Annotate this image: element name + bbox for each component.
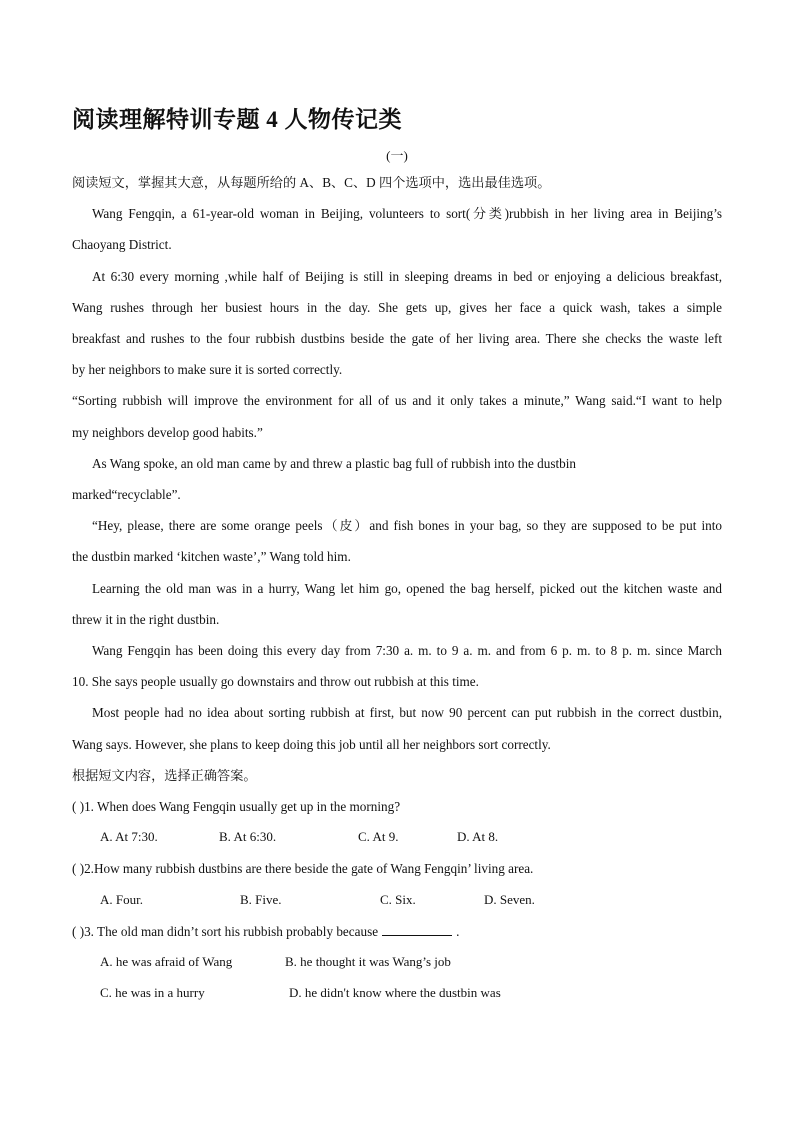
passage-line: Wang Fengqin has been doing this every day from 7:30 a. m. to 9 a. m. and from 6 p. m. to 8 p. m. since March [92,643,722,658]
question-3-stem-text: ( )3. The old man didn’t sort his rubbish probably because [72,924,379,939]
passage-line: by her neighbors to make sure it is sorted correctly. [72,362,343,377]
question-3-stem-end: . [456,924,460,939]
question-2-option-a[interactable]: A. Four. [100,892,143,907]
question-1-stem: ( )1. When does Wang Fengqin usually get up in the morning? [72,799,401,814]
question-3-option-c[interactable]: C. he was in a hurry [100,985,205,1000]
question-2-stem: ( )2.How many rubbish dustbins are there beside the gate of Wang Fengqin’ living area. [72,861,534,876]
question-3-option-b[interactable]: B. he thought it was Wang’s job [285,954,451,969]
instructions: 阅读短文，掌握其大意，从每题所给的 A、B、C、D 四个选项中，选出最佳选项。 [72,175,551,190]
section-number: (一) [386,148,408,163]
passage-line: 10. She says people usually go downstairs and throw out rubbish at this time. [72,674,479,689]
question-3-option-d[interactable]: D. he didn't know where the dustbin was [289,985,501,1000]
question-3-option-a[interactable]: A. he was afraid of Wang [100,954,233,969]
question-3-stem [72,923,722,941]
passage-line: At 6:30 every morning ,while half of Beijing is still in sleeping dreams in bed or enjoying a delicious breakfast, [92,269,722,284]
page-title: 阅读理解特训专题 4 人物传记类 [72,107,402,132]
question-1-option-c[interactable]: C. At 9. [358,829,399,844]
passage-line: “Hey, please, there are some orange peels（皮）and fish bones in your bag, so they are supposed to be put into [92,518,722,533]
passage-line: Wang rushes through her busiest hours in the day. She gets up, gives her face a quick wash, takes a simple [72,300,722,315]
question-2-option-d[interactable]: D. Seven. [484,892,535,907]
passage-line: Most people had no idea about sorting rubbish at first, but now 90 percent can put rubbish in the correct dustbin, [92,705,722,720]
answer-blank [382,923,452,936]
question-2-option-c[interactable]: C. Six. [380,892,416,907]
passage-line: As Wang spoke, an old man came by and threw a plastic bag full of rubbish into the dustbin [92,456,576,471]
passage-line: Learning the old man was in a hurry, Wang let him go, opened the bag herself, picked out the kitchen waste and [92,581,722,596]
passage-line: the dustbin marked ‘kitchen waste’,” Wang told him. [72,549,351,564]
passage-line: marked“recyclable”. [72,487,181,502]
question-2-option-b[interactable]: B. Five. [240,892,282,907]
passage-line: Wang Fengqin, a 61-year-old woman in Beijing, volunteers to sort(分类)rubbish in her living area in Beijing’s [92,206,722,221]
passage-line: Wang says. However, she plans to keep doing this job until all her neighbors sort correctly. [72,737,551,752]
question-1-option-d[interactable]: D. At 8. [457,829,499,844]
passage-line: threw it in the right dustbin. [72,612,220,627]
passage-line: “Sorting rubbish will improve the environment for all of us and it only takes a minute,” Wang said.“I want to help [72,393,722,408]
passage-line: my neighbors develop good habits.” [72,425,263,440]
passage-line: breakfast and rushes to the four rubbish dustbins beside the gate of her living area. There she checks the waste left [72,331,722,346]
question-1-option-a[interactable]: A. At 7:30. [100,829,158,844]
question-1-option-b[interactable]: B. At 6:30. [219,829,277,844]
passage-line: Chaoyang District. [72,237,172,252]
questions-heading: 根据短文内容，选择正确答案。 [72,768,257,783]
